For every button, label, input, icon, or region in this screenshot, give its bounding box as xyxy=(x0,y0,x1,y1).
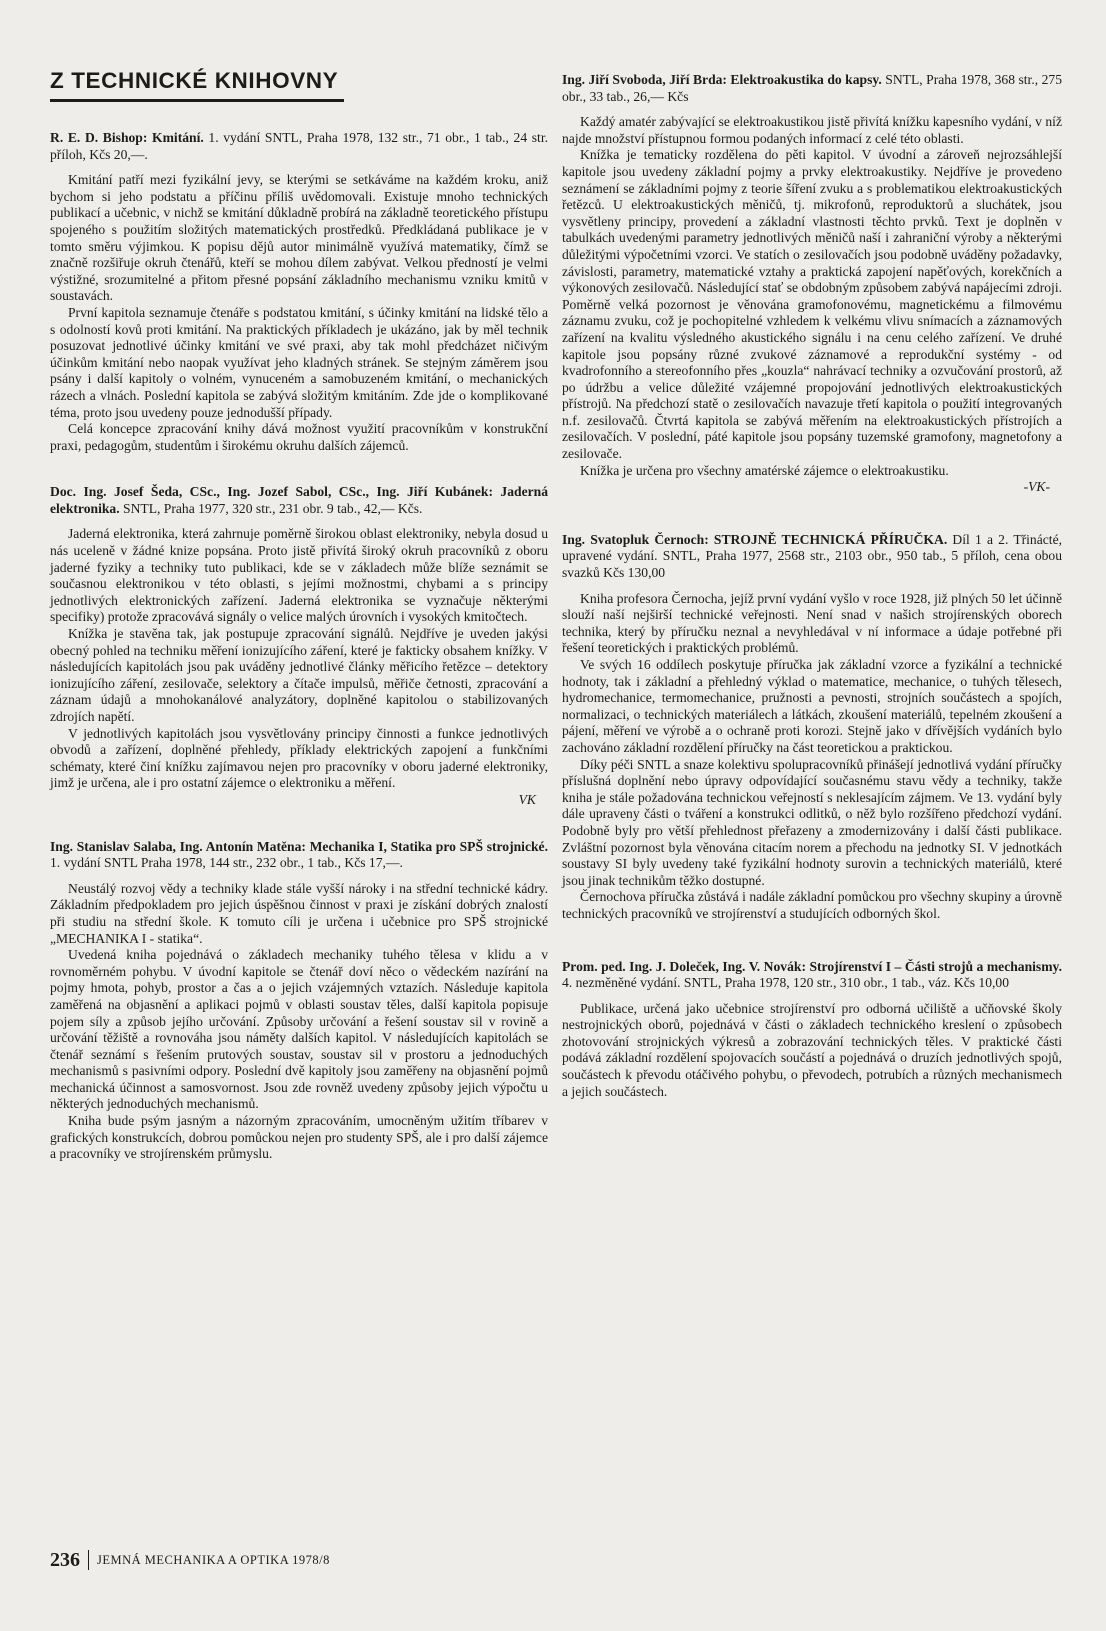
review-biblio xyxy=(50,484,548,517)
review-paragraph: Kniha profesora Černocha, jejíž první vydání vyšlo v roce 1928, již plných 50 let účinně slouží naší nejširší technické veřejnosti. Není snad v našich strojírenských oborech technika, který by příručku neznal a nevyhledával v ní informace a údaje potřebné při řešení teoretických i praktických problémů. xyxy=(562,590,1062,656)
review-paragraph: Knížka je tematicky rozdělena do pěti kapitol. V úvodní a zároveň nejrozsáhlejší kapitole jsou uvedeny základní pojmy a prvky elektroakustiky. Nejdříve je provedeno seznámení se základními pojmy z teorie šíření zvuku a s problematikou elektroakustických řetězců. U elektroakustických měničů, tj. mikrofonů, reproduktorů a sluchátek, jsou vysvětleny principy, provedení a základní vlastnosti těchto prvků. Text je doplněn v tabulkách uvedenými parametry jednotlivých měničů naší i zahraniční výroby a některými důležitými výpočetními vzorci. Ve statích o zesilovačích jsou podobně uváděny požadavky, závislosti, parametry, matematické vztahy a praktická zapojení napěťových, korekčních a výkonových zesilovačů. Následující stať se obdobným způsobem zabývá napájecími zdroji. Poměrně velká pozornost je věnována gramofonovému, magnetickému a filmovému záznamu zvuku, což je pochopitelné vzhledem k velkému vlivu snímacích a záznamových zařízení na kvalitu výsledného akustického signálu i na cenu celého zařízení. Ve druhé kapitole jsou popsány různé zvukové záznamové a reprodukční systémy - od kvadrofonního a stereofonního přes „kouzla“ nahrávací techniky a ozvučování prostorů, až po údržbu a velice důležité vzájemné propojování jednotlivých elektroakustických přístrojů. Na předchozí statě o zesilovačích navazuje třetí kapitola o použití integrovaných n.f. zesilovačů. Čtvrtá kapitola se zabývá měřením na elektroakustických přístrojích a zesilovačích. V poslední, páté kapitole jsou popsány tuzemské gramofony, magnetofony a zesilovače. xyxy=(562,147,1062,462)
review-authors: Ing. Svatopluk Černoch: STROJNĚ TECHNICKÁ PŘÍRUČKA. xyxy=(562,531,948,547)
journal-name: JEMNÁ MECHANIKA A OPTIKA 1978/8 xyxy=(97,1552,330,1567)
left-column xyxy=(50,130,548,1163)
review-strojirenstvi xyxy=(562,959,1062,1101)
review-biblio xyxy=(562,959,1062,992)
review-paragraph: Ve svých 16 oddílech poskytuje příručka jak základní vzorce a fyzikální a technické hodnoty, tak i základní a přehledný výklad o matematice, mechanice, o tuhých tělesech, hydromechanice, termomechanice, pružnosti a pevnosti, strojních součástech a spojích, normalizaci, o technických materiálech a látkách, zkoušení materiálů, tepelném zkoušení a pájení, měření ve výrobě a o ochraně proti korozi. Stejně jako v dřívějších vydáních bylo zachováno základní rozdělení příručky na část teoretickou a praktickou. xyxy=(562,657,1062,755)
review-paragraph: První kapitola seznamuje čtenáře s podstatou kmitání, s účinky kmitání na lidské tělo a s odolností kovů proti kmitání. Na praktických příkladech je ukázáno, jak by měl technik posuzovat jednotlivé účinky kmitání ve své praxi, aby tak mohl předcházet ničivým účinkům kmitání nebo naopak využívat jeho kladných stránek. Se stejným záměrem jsou psány i další kapitoly o volném, vynuceném a samobuzeném kmitání, o mechanických rázech a vlnách. Poslední kapitola se zabývá složitým kmitáním. Zde jde o komplikované téma, proto jsou uvedeny pouze jednodušší případy. xyxy=(50,304,548,420)
review-jaderna-elektronika xyxy=(50,484,548,808)
review-details: 4. nezměněné vydání. SNTL, Praha 1978, 120 str., 310 obr., 1 tab., váz. Kčs 10,00 xyxy=(562,975,1010,991)
review-elektroakustika xyxy=(562,72,1062,496)
review-paragraph: Kmitání patří mezi fyzikální jevy, se kterými se setkáváme na každém kroku, aniž bychom si jeho podstatu a příčinu příliš uvědomovali. Existuje mnoho technických publikací a učebnic, v nichž se kmitání důkladně probírá na základně teoretického přístupu spojeného s použitím složitých matematických prostředků. Předkládaná publikace je v tomto směru výjimkou. K popisu dějů autor minimálně využívá matematiky, čímž se značně rozšiřuje okruh čtenářů, kteří se mohou dílem zabývat. Velkou předností je velmi výstižné, srozumitelné a přitom přesné popsání základního mechanismu vzniku kmitů v soustavách. xyxy=(50,172,548,304)
review-biblio xyxy=(562,532,1062,582)
review-biblio xyxy=(50,839,548,872)
review-paragraph: V jednotlivých kapitolách jsou vysvětlovány principy činnosti a funkce jednotlivých obvodů a zařízení, doplněné přehledy, příklady elektrických zapojení a funkčními schématy, které činí knížku zajímavou nejen pro pracovníky v oboru jaderné elektroniky, jimž je určena, ale i pro ostatní zájemce o elektroniku a měření. xyxy=(50,725,548,791)
review-authors: Ing. Jiří Svoboda, Jiří Brda: Elektroakustika do kapsy. xyxy=(562,72,882,87)
review-details: 1. vydání SNTL, Praha 1978, 132 str., 71 obr., 1 tab., 24 str. příloh, Kčs 20,—. xyxy=(50,130,548,162)
review-authors: Ing. Stanislav Salaba, Ing. Antonín Matěna: Mechanika I, Statika pro SPŠ strojnické. xyxy=(50,838,548,854)
review-paragraph: Celá koncepce zpracování knihy dává možnost využití pracovníkům v konstrukční praxi, pedagogům, studentům i širokému okruhu dalších zájemců. xyxy=(50,421,548,453)
review-paragraph: Každý amatér zabývající se elektroakustikou jistě přivítá knížku kapesního vydání, v níž najde množství přístupnou formou podaných informací z celé této oblasti. xyxy=(562,114,1062,146)
review-authors: R. E. D. Bishop: Kmitání. xyxy=(50,130,204,145)
right-column xyxy=(562,72,1062,1100)
review-signature: VK xyxy=(518,791,536,807)
review-signature: -VK- xyxy=(1023,479,1050,495)
review-biblio xyxy=(50,130,548,163)
review-paragraph: Černochova příručka zůstává i nadále základní pomůckou pro všechny skupiny a úrovně technických pracovníků ve strojírenství a studujících odborných škol. xyxy=(562,889,1062,921)
review-paragraph: Jaderná elektronika, která zahrnuje poměrně širokou oblast elektroniky, nebyla dosud u nás uceleně v žádné knize popsána. Proto jistě přivítá široký okruh pracovníků z oboru jaderné fyziky a techniky tuto publikaci, kde se v základech může blíže seznámit se současnou elektronikou v této oblasti, s jejími možnostmi, chybami a s principy jednotlivých elektronických zařízení. Jaderná elektronika se vyznačuje některými specifiky) protože zpracovává signály o velice malých úrovních i vysokých kmitočtech. xyxy=(50,526,548,625)
review-details: 1. vydání SNTL Praha 1978, 144 str., 232 obr., 1 tab., Kčs 17,—. xyxy=(50,855,403,871)
review-authors: Doc. Ing. Josef Šeda, CSc., Ing. Jozef Sabol, CSc., Ing. Jiří Kubánek: Jaderná elektronika. xyxy=(50,484,548,516)
review-authors: Prom. ped. Ing. J. Doleček, Ing. V. Novák: Strojírenství I – Části strojů a mechanismy. xyxy=(562,958,1062,974)
review-paragraph: Díky péči SNTL a snaze kolektivu spolupracovníků přinášejí jednotlivá vydání příručky příslušná doplnění nebo úpravy odpovídající současnému stavu vědy a techniky, takže kniha je stále požadována technickou veřejností s neklesajícím zájmem. Ve 13. vydání byly dále upraveny části o tváření a konstrukci odlitků, o něž bylo rozšířeno předchozí vydání. Podobně byly pro větší přehlednost přeřazeny a zmodernizovány i další části publikace. Zvláštní pozornost byla věnována citacím norem a přechodu na jednotky SI. V jednotkách soustavy SI byly uvedeny také fyzikální hodnoty surovin a technických materiálů, které jsou jinak technikům těžko dostupné. xyxy=(562,756,1062,888)
review-strojne-technicka-prirucka xyxy=(562,532,1062,923)
review-mechanika-statika xyxy=(50,839,548,1163)
review-paragraph: Neustálý rozvoj vědy a techniky klade stále vyšší nároky i na střední technické kádry. Základním předpokladem pro jejich úspěšnou činnost v praxi je získání dobrých znalostí při studiu na střední škole. K tomuto cíli je určena i učebnice pro SPŠ strojnické „MECHANIKA I - statika“. xyxy=(50,880,548,946)
review-details: SNTL, Praha 1977, 320 str., 231 obr. 9 tab., 42,— Kčs. xyxy=(119,500,423,516)
review-paragraph: Uvedená kniha pojednává o základech mechaniky tuhého tělesa v klidu a v rovnoměrném pohybu. V úvodní kapitole se čtenář doví něco o vědeckém nazírání na pojmy hmota, pohyb, prostor a čas a o jejich vzájemných vztazích. Následuje kapitola zaměřená na objasnění a aplikaci pojmů v oblasti soustav těles, další kapitola popisuje pojem síly a způsob jejího určování. Způsoby určování a řešení soustav sil v rovině a určování těžiště a rovnováha jsou náměty dalších kapitol. V následujících kapitolách se čtenář seznámí s řešením prutových soustav, soustav sil v prostoru a jednoduchých mechanismů s pasivními odpory. Poslední dvě kapitoly jsou zaměřeny na objasnění pojmů mechanická účinnost a samosvornost. Jsou zde rovněž uvedeny způsoby jejich výpočtu u některých jednoduchých mechanismů. xyxy=(50,947,548,1112)
review-biblio xyxy=(562,72,1062,105)
review-paragraph: Knížka je určena pro všechny amatérské zájemce o elektroakustiku. xyxy=(580,462,949,478)
review-kmitani xyxy=(50,130,548,454)
review-paragraph: Publikace, určená jako učebnice strojírenství pro odborná učiliště a učňovské školy nestrojnických oborů, pojednává v části o základech technického kreslení o způsobech zhotovování strojnických výkresů a zobrazování technických těles. V praktické části podává základní rozdělení spojovacích součástí a pojednává o druzích jednotlivých spojů, součástech k převodu otáčivého pohybu, o převodech, potrubích a různých mechanismech a jejich součástech. xyxy=(562,1000,1062,1099)
page-number: 236 xyxy=(50,1550,89,1570)
review-details: Díl 1 a 2. Třinácté, upravené vydání. SNTL, Praha 1977, 2568 str., 2103 obr., 950 tab., 5 příloh, cena obou svazků Kčs 130,00 xyxy=(562,531,1063,581)
review-paragraph: Knížka je stavěna tak, jak postupuje zpracování signálů. Nejdříve je uveden jakýsi obecný pohled na techniku měření ionizujícího záření, které je fakticky obsahem knížky. V následujících kapitolách jsou pak uváděny jednotlivé články měřicího řetězce – detektory ionizujícího záření, zesilovače, selektory a čítače impulsů, měřiče četnosti, zpracování a záznam údajů a mnohokanálové analyzátory, doplněné kapitolou o stabilizovaných zdrojích napětí. xyxy=(50,626,548,724)
page-footer xyxy=(50,1550,330,1570)
review-paragraph: Kniha bude psým jasným a názorným zpracováním, umocněným užitím tříbarev v grafických konstrukcích, dobrou pomůckou nejen pro studenty SPŠ, ale i pro další zájemce a pracovníky ve strojírenském průmyslu. xyxy=(50,1113,548,1162)
review-details: SNTL, Praha 1978, 368 str., 275 obr., 33 tab., 26,— Kčs xyxy=(562,72,1062,104)
section-title: Z TECHNICKÉ KNIHOVNY xyxy=(50,68,344,102)
